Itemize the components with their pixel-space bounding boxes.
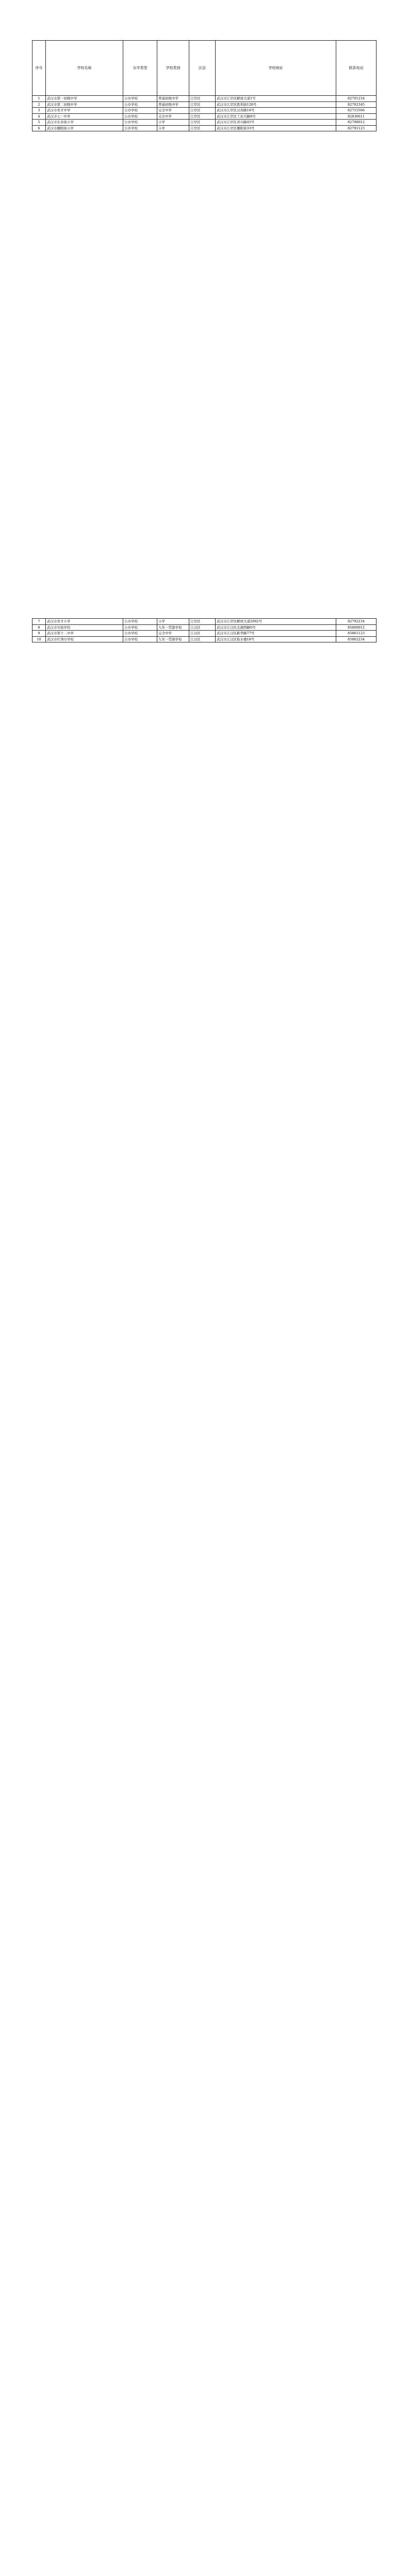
cell-address: 武汉市江岸区解放大道2002号 — [216, 619, 336, 625]
cell-district: 江岸区 — [189, 101, 216, 108]
table-row — [32, 619, 377, 625]
cell-district: 江岸区 — [189, 120, 216, 126]
table-row — [32, 108, 377, 114]
cell-address: 武汉市江汉区北湖西路6号 — [216, 624, 336, 631]
cell-school-type: 公办学校 — [123, 624, 157, 631]
cell-index: 5 — [32, 120, 46, 126]
cell-phone: 85860012 — [336, 624, 377, 631]
cell-school-category: 小学 — [157, 120, 189, 126]
cell-school-name: 武汉市育才小学 — [46, 619, 123, 625]
table-header-row — [32, 41, 377, 96]
cell-school-name: 武汉市鄱阳街小学 — [46, 125, 123, 131]
table-row — [32, 113, 377, 120]
header-address: 学校地址 — [216, 41, 336, 96]
cell-address: 武汉市江汉区新华路77号 — [216, 631, 336, 637]
cell-index: 4 — [32, 113, 46, 120]
header-index: 序号 — [32, 41, 46, 96]
cell-school-type: 公办学校 — [123, 125, 157, 131]
table-row — [32, 120, 377, 126]
cell-address: 武汉市江岸区胜利街128号 — [216, 101, 336, 108]
cell-index: 9 — [32, 631, 46, 637]
cell-school-type: 公办学校 — [123, 96, 157, 102]
cell-phone: 82701234 — [336, 96, 377, 102]
cell-school-type: 公办学校 — [123, 619, 157, 625]
table-row — [32, 624, 377, 631]
cell-school-name: 武汉市红领巾学校 — [46, 636, 123, 642]
cell-school-type: 公办学校 — [123, 108, 157, 114]
cell-school-name: 武汉市实验学校 — [46, 624, 123, 631]
cell-school-name: 武汉市七一中学 — [46, 113, 123, 120]
cell-district: 江岸区 — [189, 125, 216, 131]
cell-address: 武汉市江岸区鄱阳街33号 — [216, 125, 336, 131]
cell-school-category: 小学 — [157, 619, 189, 625]
document-page-1 — [0, 0, 409, 578]
cell-index: 1 — [32, 96, 46, 102]
header-phone: 联系电话 — [336, 41, 377, 96]
cell-school-name: 武汉市育才中学 — [46, 108, 123, 114]
cell-index: 8 — [32, 624, 46, 631]
cell-school-category: 完全中学 — [157, 631, 189, 637]
cell-school-category: 完全中学 — [157, 113, 189, 120]
header-school-name: 学校名称 — [46, 41, 123, 96]
cell-phone: 82791123 — [336, 125, 377, 131]
cell-index: 7 — [32, 619, 46, 625]
table-row — [32, 125, 377, 131]
cell-school-category: 普通初级中学 — [157, 96, 189, 102]
header-school-category: 学校类别 — [157, 41, 189, 96]
cell-district: 江汉区 — [189, 631, 216, 637]
cell-school-type: 公办学校 — [123, 120, 157, 126]
cell-district: 江岸区 — [189, 108, 216, 114]
cell-address: 武汉市江岸区汉黄路18号 — [216, 108, 336, 114]
cell-phone: 82790012 — [336, 120, 377, 126]
table-row — [32, 101, 377, 108]
cell-index: 3 — [32, 108, 46, 114]
cell-phone: 82715566 — [336, 108, 377, 114]
cell-school-name: 武汉市第二初级中学 — [46, 101, 123, 108]
cell-index: 2 — [32, 101, 46, 108]
cell-phone: 85862234 — [336, 636, 377, 642]
cell-address: 武汉市江岸区黄兴路45号 — [216, 120, 336, 126]
cell-school-category: 完全中学 — [157, 108, 189, 114]
cell-phone: 82836611 — [336, 113, 377, 120]
cell-school-category: 小学 — [157, 125, 189, 131]
cell-district: 江汉区 — [189, 636, 216, 642]
cell-address: 武汉市江汉区取水楼18号 — [216, 636, 336, 642]
cell-school-category: 九年一贯制学校 — [157, 624, 189, 631]
table-body — [32, 96, 377, 131]
cell-address: 武汉市江岸区工农兵路8号 — [216, 113, 336, 120]
cell-school-name: 武汉市第十二中学 — [46, 631, 123, 637]
document-page-2 — [0, 578, 409, 1156]
table-row — [32, 636, 377, 642]
cell-district: 江汉区 — [189, 624, 216, 631]
table-body — [32, 619, 377, 642]
cell-district: 江岸区 — [189, 113, 216, 120]
cell-school-name: 武汉市第一初级中学 — [46, 96, 123, 102]
cell-school-type: 公办学校 — [123, 631, 157, 637]
table-row — [32, 96, 377, 102]
cell-school-category: 普通初级中学 — [157, 101, 189, 108]
cell-address: 武汉市江岸区解放大道1号 — [216, 96, 336, 102]
cell-district: 江岸区 — [189, 96, 216, 102]
cell-phone: 82702345 — [336, 101, 377, 108]
cell-school-type: 公办学校 — [123, 113, 157, 120]
cell-school-category: 九年一贯制学校 — [157, 636, 189, 642]
table-row — [32, 631, 377, 637]
cell-school-type: 公办学校 — [123, 636, 157, 642]
header-school-type: 办学类型 — [123, 41, 157, 96]
cell-index: 10 — [32, 636, 46, 642]
cell-school-type: 公办学校 — [123, 101, 157, 108]
school-table-page-2 — [32, 618, 377, 642]
cell-district: 江岸区 — [189, 619, 216, 625]
cell-phone: 82792234 — [336, 619, 377, 625]
school-table-page-1 — [32, 40, 377, 131]
cell-school-name: 武汉市长春街小学 — [46, 120, 123, 126]
cell-index: 6 — [32, 125, 46, 131]
header-district: 区县 — [189, 41, 216, 96]
cell-phone: 85861123 — [336, 631, 377, 637]
